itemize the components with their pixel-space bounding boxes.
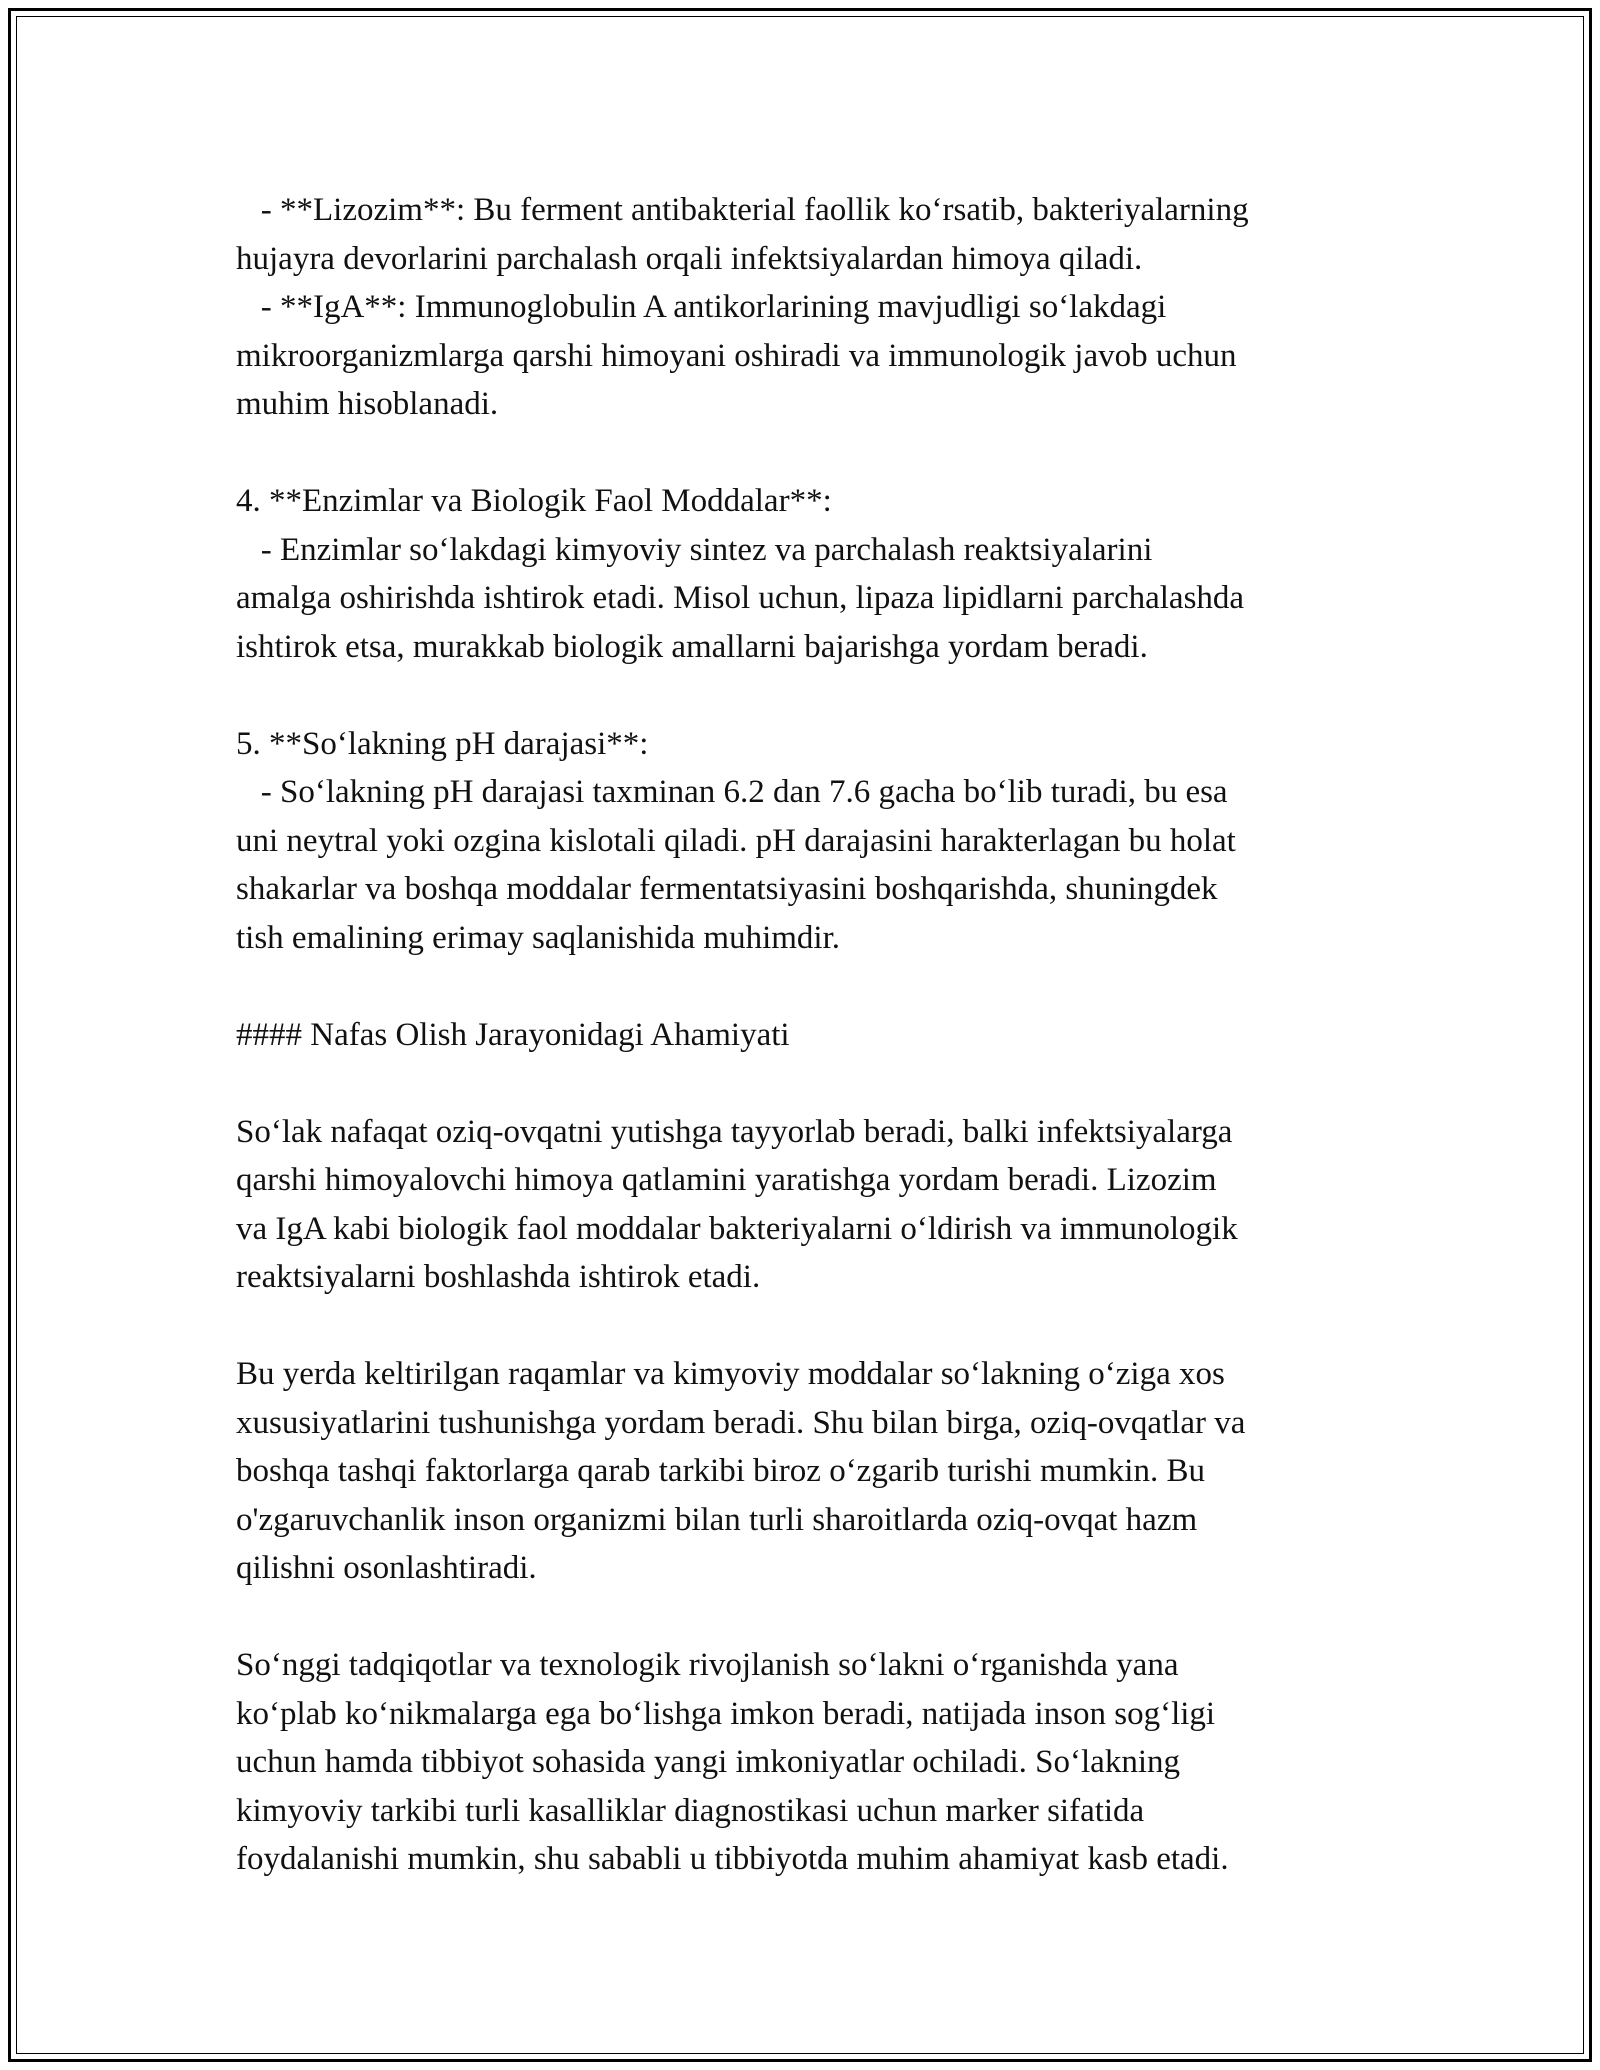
text-line: qilishni osonlashtiradi. <box>236 1550 537 1586</box>
lizozim-iga-block <box>236 186 1366 429</box>
text-line: o'zgaruvchanlik inson organizmi bilan turli sharoitlarda oziq-ovqat hazm <box>236 1501 1198 1538</box>
paragraph-raqamlar <box>236 1350 1366 1593</box>
text-line: ishtirok etsa, murakkab biologik amallarni bajarishga yordam beradi. <box>236 628 1148 665</box>
paragraph-tadqiqotlar <box>236 1641 1366 1884</box>
text-line: tish emalining erimay saqlanishida muhimdir. <box>236 919 840 956</box>
text-line: shakarlar va boshqa moddalar fermentatsiyasini boshqarishda, shuningdek <box>236 871 1218 907</box>
text-line: reaktsiyalarni boshlashda ishtirok etadi. <box>236 1259 761 1295</box>
text-line: So‘lak nafaqat oziq-ovqatni yutishga tayyorlab beradi, balki infektsiyalarga <box>236 1113 1233 1150</box>
text-line: So‘nggi tadqiqotlar va texnologik rivojlanish so‘lakni o‘rganishda yana <box>236 1647 1179 1683</box>
text-line: - So‘lakning pH darajasi taxminan 6.2 dan 7.6 gacha bo‘lib turadi, bu esa <box>236 774 1228 810</box>
text-line: uni neytral yoki ozgina kislotali qiladi. pH darajasini harakterlagan bu holat <box>236 822 1236 859</box>
paragraph-spacer <box>236 671 1366 720</box>
enzimlar-section <box>236 477 1366 671</box>
subheading-nafas-olish: #### Nafas Olish Jarayonidagi Ahamiyati <box>236 1016 790 1053</box>
text-line: ko‘plab ko‘nikmalarga ega bo‘lishga imkon beradi, natijada inson sog‘ligi <box>236 1695 1216 1732</box>
paragraph-spacer <box>236 1593 1366 1642</box>
text-line: muhim hisoblanadi. <box>236 386 499 422</box>
text-line: - **Lizozim**: Bu ferment antibakterial faollik ko‘rsatib, bakteriyalarning <box>236 192 1249 228</box>
paragraph-spacer <box>236 429 1366 478</box>
ph-section <box>236 720 1366 963</box>
text-line: hujayra devorlarini parchalash orqali infektsiyalardan himoya qiladi. <box>236 240 1143 277</box>
text-line: mikroorganizmlarga qarshi himoyani oshiradi va immunologik javob uchun <box>236 337 1237 374</box>
section-heading-ph: 5. **So‘lakning pH darajasi**: <box>236 725 649 762</box>
document-body <box>236 186 1366 1884</box>
text-line: - Enzimlar so‘lakdagi kimyoviy sintez va parchalash reaktsiyalarini <box>236 531 1153 568</box>
text-line: va IgA kabi biologik faol moddalar bakteriyalarni o‘ldirish va immunologik <box>236 1210 1238 1247</box>
text-line: qarshi himoyalovchi himoya qatlamini yaratishga yordam beradi. Lizozim <box>236 1162 1217 1198</box>
section-heading-enzimlar: 4. **Enzimlar va Biologik Faol Moddalar**: <box>236 483 832 519</box>
text-line: uchun hamda tibbiyot sohasida yangi imkoniyatlar ochiladi. So‘lakning <box>236 1744 1180 1780</box>
paragraph-spacer <box>236 962 1366 1011</box>
paragraph-spacer <box>236 1059 1366 1108</box>
text-line: - **IgA**: Immunoglobulin A antikorlarining mavjudligi so‘lakdagi <box>236 289 1167 325</box>
paragraph-spacer <box>236 1302 1366 1351</box>
text-line: foydalanishi mumkin, shu sababli u tibbiyotda muhim ahamiyat kasb etadi. <box>236 1841 1229 1877</box>
text-line: kimyoviy tarkibi turli kasalliklar diagnostikasi uchun marker sifatida <box>236 1792 1145 1829</box>
text-line: amalga oshirishda ishtirok etadi. Misol uchun, lipaza lipidlarni parchalashda <box>236 580 1245 616</box>
paragraph-solak-himoya <box>236 1108 1366 1302</box>
nafas-olish-heading-block <box>236 1011 1366 1060</box>
text-line: xususiyatlarini tushunishga yordam beradi. Shu bilan birga, oziq-ovqatlar va <box>236 1404 1246 1441</box>
text-line: boshqa tashqi faktorlarga qarab tarkibi biroz o‘zgarib turishi mumkin. Bu <box>236 1453 1205 1489</box>
text-line: Bu yerda keltirilgan raqamlar va kimyoviy moddalar so‘lakning o‘ziga xos <box>236 1356 1225 1392</box>
